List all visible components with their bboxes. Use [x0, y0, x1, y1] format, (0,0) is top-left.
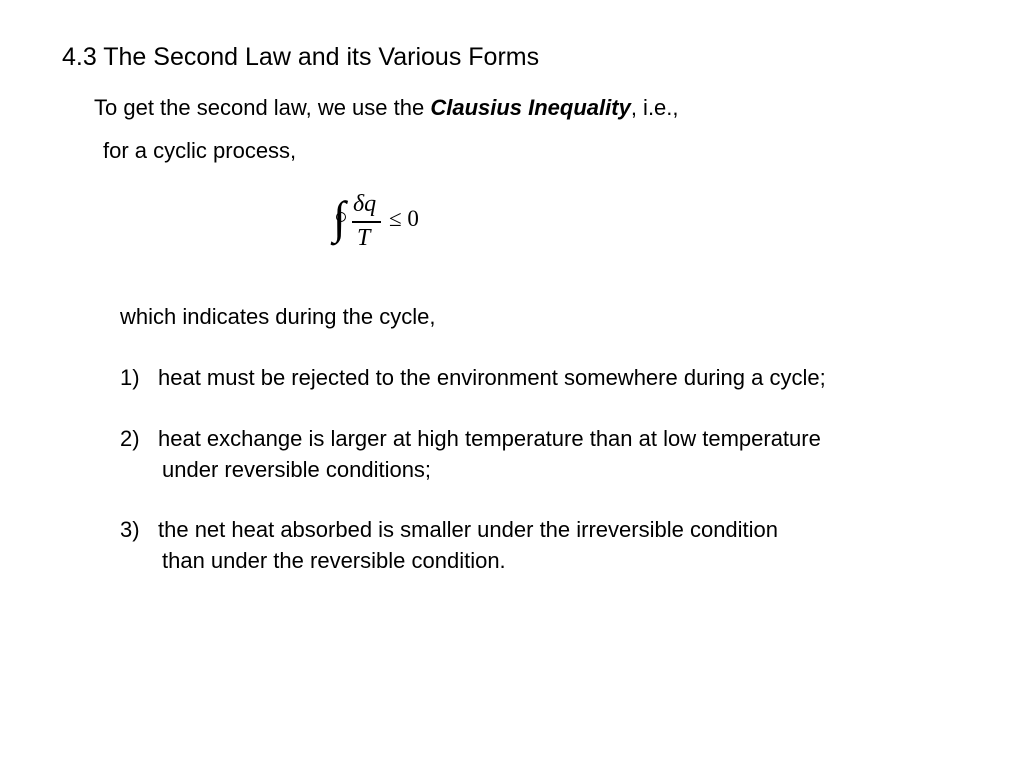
- intro-suffix: , i.e.,: [630, 95, 679, 120]
- integral-sign: ∫: [333, 192, 346, 243]
- closed-contour-ring: [336, 212, 346, 222]
- item-2-text-line-1: heat exchange is larger at high temperature than at low temperature: [158, 426, 821, 451]
- item-3-number: 3): [120, 517, 140, 542]
- item-1-text: heat must be rejected to the environment somewhere during a cycle;: [158, 365, 826, 390]
- formula-numerator: δq: [353, 191, 377, 217]
- item-3-text-line-2: than under the reversible condition.: [162, 548, 506, 573]
- item-2-text-line-2: under reversible conditions;: [162, 457, 432, 482]
- item-1-number: 1): [120, 365, 140, 390]
- formula-denominator: T: [357, 225, 371, 251]
- cyclic-process-line: for a cyclic process,: [103, 138, 297, 163]
- clausius-inequality-term: Clausius Inequality: [430, 95, 631, 120]
- formula-relation: ≤ 0: [389, 206, 419, 231]
- slide-title: 4.3 The Second Law and its Various Forms: [62, 43, 540, 71]
- item-3-text-line-1: the net heat absorbed is smaller under the irreversible condition: [158, 517, 779, 542]
- fraction-bar: [352, 221, 381, 223]
- clausius-inequality-formula: [333, 190, 433, 260]
- intro-line: [94, 94, 679, 122]
- indicates-line: which indicates during the cycle,: [120, 304, 436, 329]
- intro-prefix: To get the second law, we use the: [94, 95, 431, 120]
- item-2-number: 2): [120, 426, 140, 451]
